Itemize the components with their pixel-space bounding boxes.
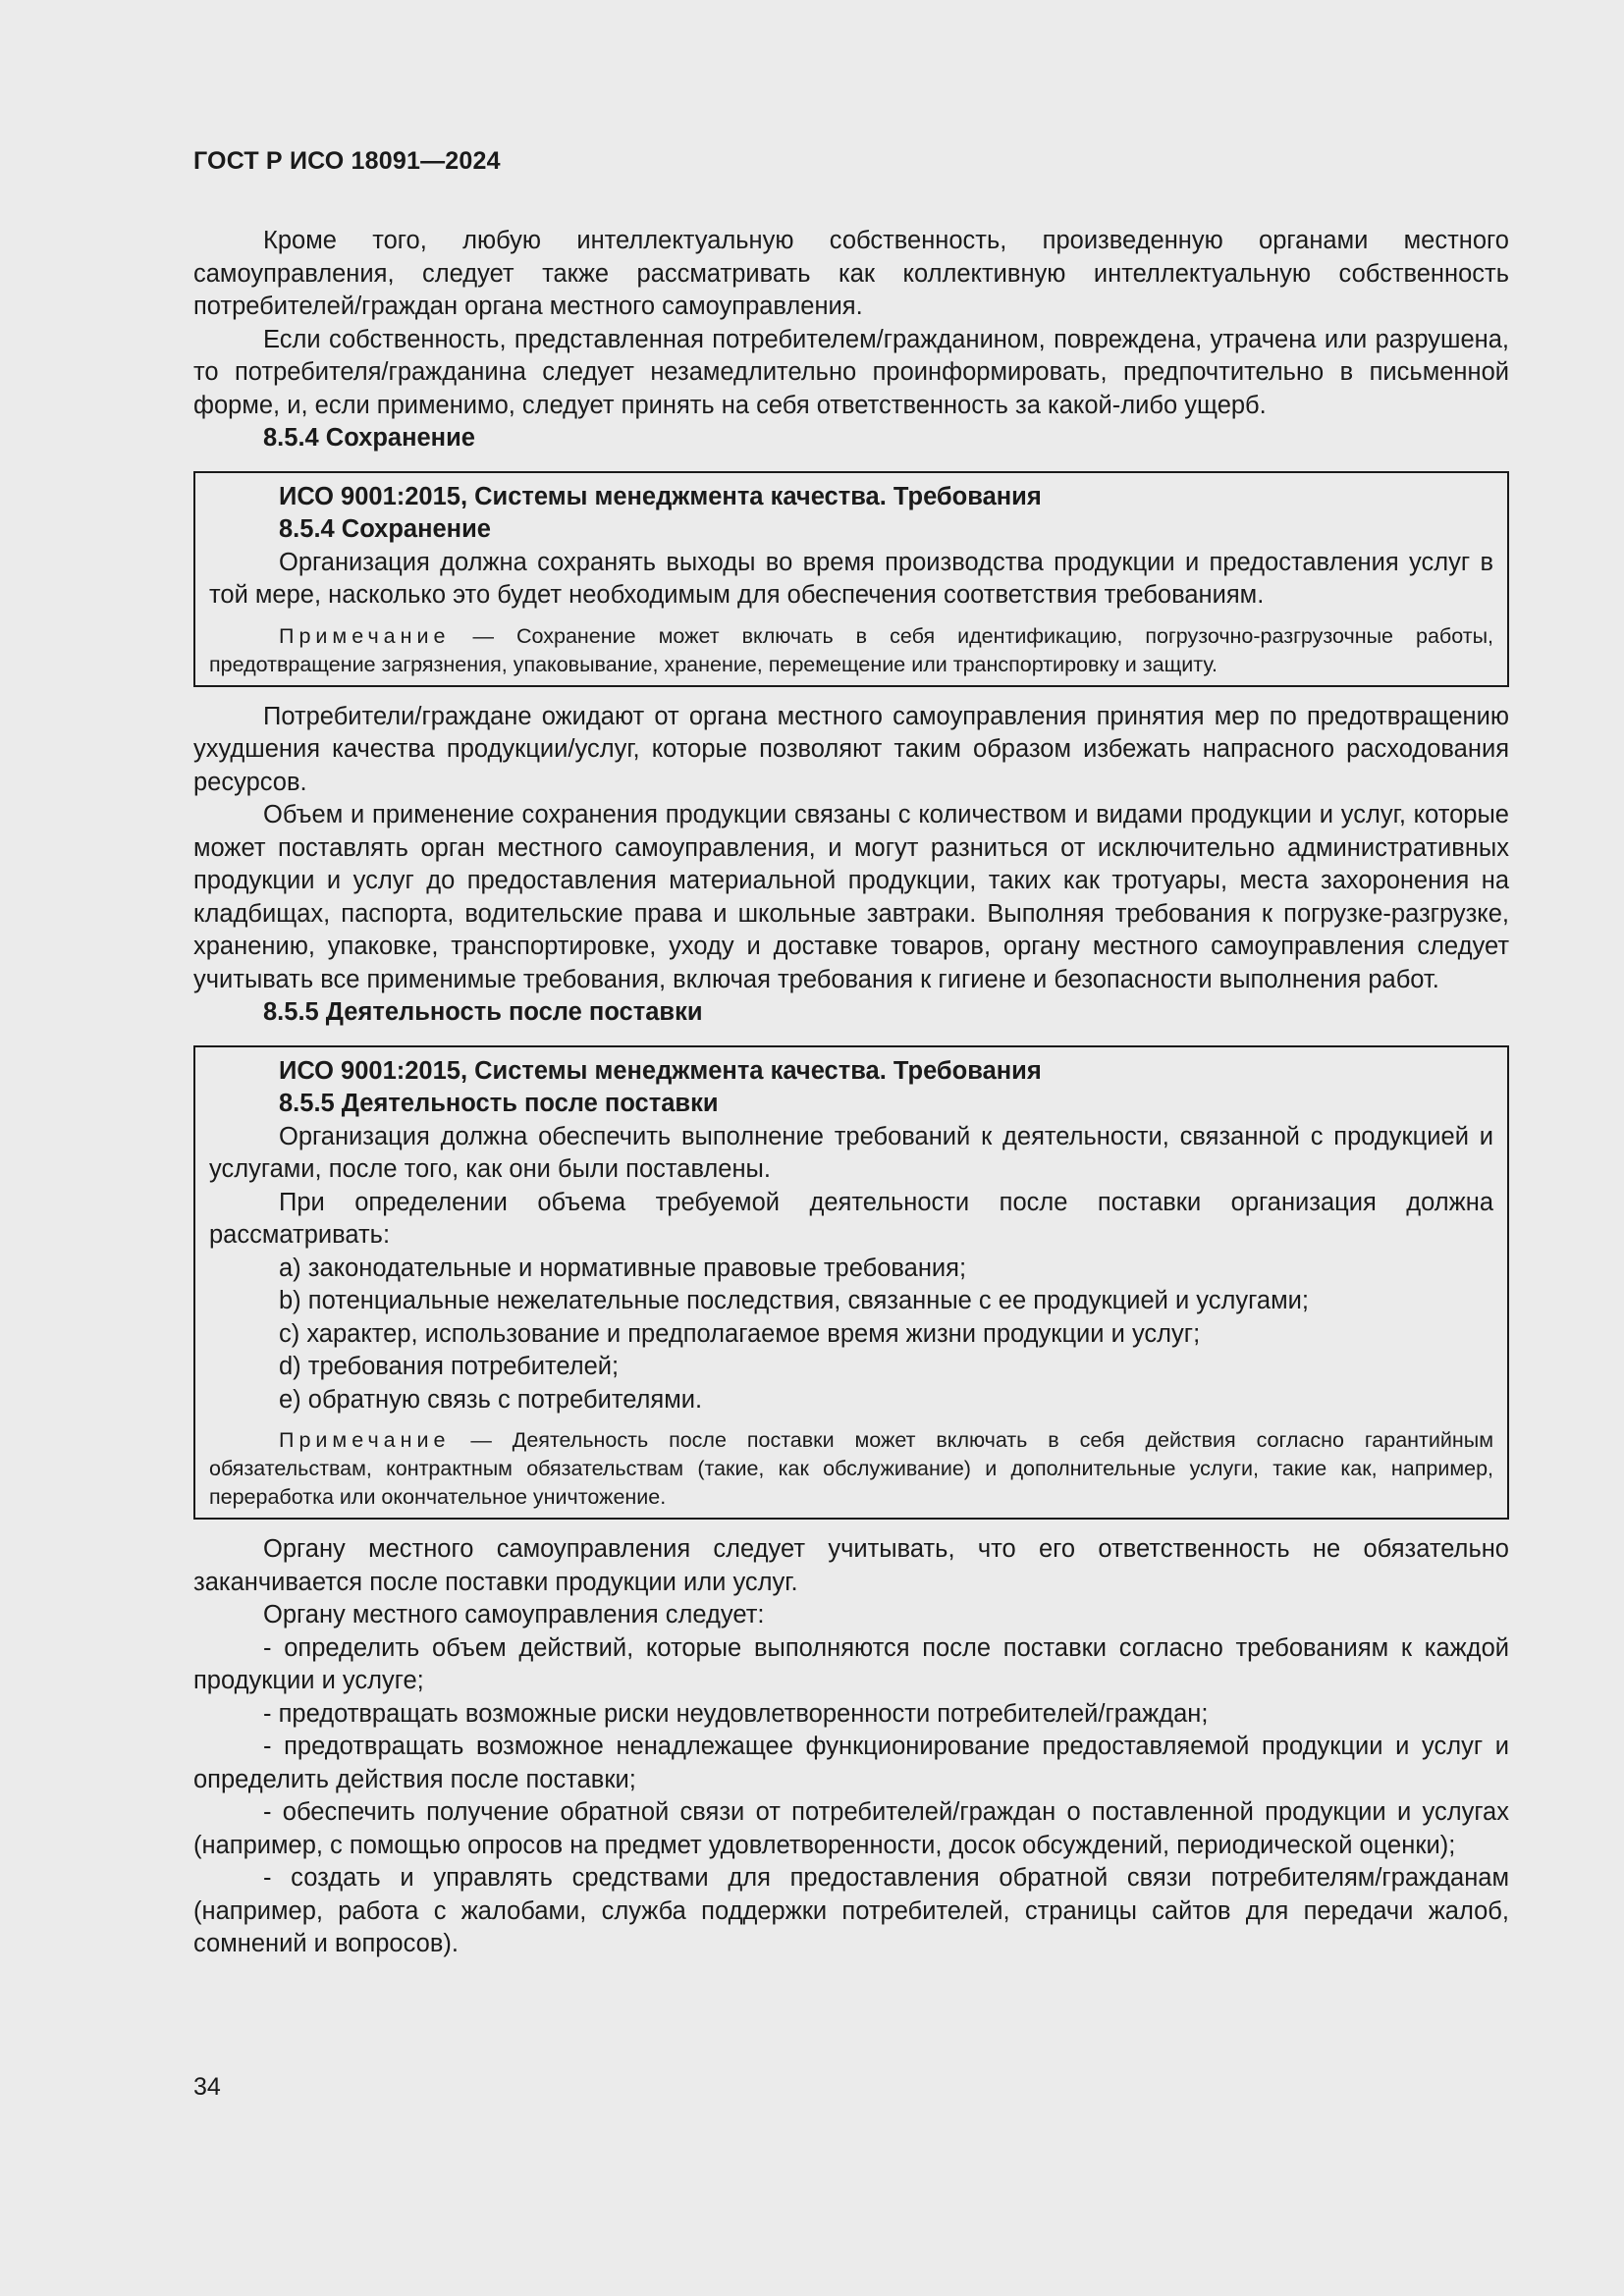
box-note — [209, 1426, 1493, 1512]
document-body — [193, 225, 1509, 1961]
iso-quote-box-8-5-4 — [193, 471, 1509, 687]
box-title: ИСО 9001:2015, Системы менеджмента качества. Требования — [279, 1056, 1042, 1085]
list-item: b) потенциальные нежелательные последствия, связанные с ее продукцией и услугами; — [279, 1287, 1309, 1314]
box-text: Организация должна сохранять выходы во время производства продукции и предоставления услуг в той мере, насколько это будет необходимым для обеспечения соответствия требованиям. — [209, 548, 1493, 609]
note-label: Примечание — [279, 623, 451, 648]
dash-list-item: - предотвращать возможное ненадлежащее функционирование предоставляемой продукции и услуг и определить действия после поставки; — [193, 1733, 1509, 1793]
box-subtitle: 8.5.5 Деятельность после поставки — [279, 1090, 719, 1117]
box-subtitle: 8.5.4 Сохранение — [279, 515, 491, 543]
section-heading-8-5-4: 8.5.4 Сохранение — [263, 424, 475, 452]
box-text: При определении объема требуемой деятельности после поставки организация должна рассматривать: — [209, 1188, 1493, 1249]
list-item: a) законодательные и нормативные правовые требования; — [279, 1254, 967, 1282]
dash-list-item: - определить объем действий, которые выполняются после поставки согласно требованиям к каждой продукции и услуге; — [193, 1633, 1509, 1694]
dash-list-item: - предотвращать возможные риски неудовлетворенности потребителей/граждан; — [263, 1699, 1209, 1728]
box-text: Организация должна обеспечить выполнение требований к деятельности, связанной с продукцией и услугами, после того, как они были поставлены. — [209, 1122, 1493, 1183]
list-item: d) требования потребителей; — [279, 1353, 620, 1380]
box-note — [209, 622, 1493, 679]
paragraph: Кроме того, любую интеллектуальную собственность, произведенную органами местного самоуправления, следует также рассматривать как коллективную интеллектуальную собственность потребителей/граждан органа местного самоуправления. — [193, 227, 1509, 320]
paragraph: Органу местного самоуправления следует: — [263, 1601, 765, 1629]
note-text: — Сохранение может включать в себя идентификацию, погрузочно-разгрузочные работы, предотвращение загрязнения, упаковывание, хранение, перемещение или транспортировку и защиту. — [209, 623, 1493, 676]
iso-quote-box-8-5-5 — [193, 1045, 1509, 1521]
page-number: 34 — [193, 2073, 221, 2101]
dash-list-item: - создать и управлять средствами для предоставления обратной связи потребителям/гражданам (например, работа с жалобами, служба поддержки потребителей, страницы сайтов для передачи жалоб, сомнений и вопросов). — [193, 1864, 1509, 1957]
note-text: — Деятельность после поставки может включать в себя действия согласно гарантийным обязательствам, контрактным обязательствам (такие, как обслуживание) и дополнительные услуги, такие как, например, переработка или окончательное уничтожение. — [209, 1428, 1493, 1509]
section-heading-8-5-5: 8.5.5 Деятельность после поставки — [263, 998, 703, 1026]
list-item: c) характер, использование и предполагаемое время жизни продукции и услуг; — [279, 1319, 1201, 1348]
note-label: Примечание — [279, 1428, 451, 1452]
document-header: ГОСТ Р ИСО 18091—2024 — [193, 147, 501, 175]
paragraph: Потребители/граждане ожидают от органа местного самоуправления принятия мер по предотвращению ухудшения качества продукции/услуг, которые позволяют таким образом избежать напрасного расходования ресурсов. — [193, 702, 1509, 796]
dash-list-item: - обеспечить получение обратной связи от потребителей/граждан о поставленной продукции и услугах (например, с помощью опросов на предмет удовлетворенности, досок обсуждений, периодической оценки); — [193, 1798, 1509, 1859]
paragraph: Объем и применение сохранения продукции связаны с количеством и видами продукции и услуг, которые может поставлять орган местного самоуправления, и могут разниться от исключительно административных продукции и услуг до предоставления материальной продукции, таких как тротуары, места захоронения на кладбищах, паспорта, водительские права и школьные завтраки. Выполняя требования к погрузке-разгрузке, хранению, упаковке, транспортировке, уходу и доставке товаров, органу местного самоуправления следует учитывать все применимые требования, включая требования к гигиене и безопасности выполнения работ. — [193, 801, 1509, 993]
paragraph: Органу местного самоуправления следует учитывать, что его ответственность не обязательно заканчивается после поставки продукции или услуг. — [193, 1535, 1509, 1596]
paragraph: Если собственность, представленная потребителем/гражданином, повреждена, утрачена или разрушена, то потребителя/гражданина следует незамедлительно проинформировать, предпочтительно в письменной форме, и, если применимо, следует принять на себя ответственность за какой-либо ущерб. — [193, 325, 1509, 419]
box-title: ИСО 9001:2015, Системы менеджмента качества. Требования — [279, 482, 1042, 510]
list-item: e) обратную связь с потребителями. — [279, 1385, 703, 1414]
